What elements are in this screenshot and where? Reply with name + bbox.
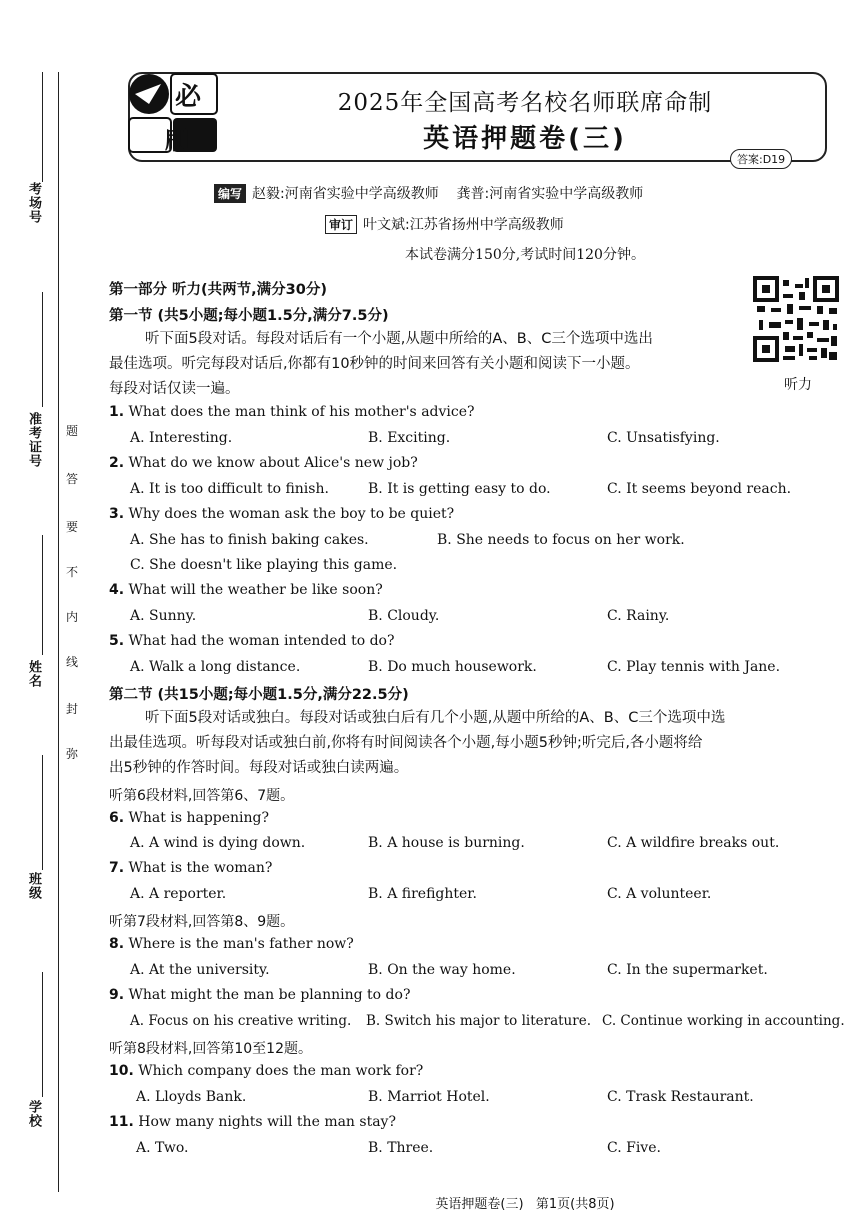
option-a[interactable]: A. A reporter. [130, 886, 227, 902]
question-number: 3. [109, 506, 125, 522]
logo-text-bottom-label: 卷刷 [131, 127, 199, 155]
field-underline [42, 72, 43, 182]
question-5 [109, 633, 394, 649]
option-a[interactable]: A. At the university. [130, 962, 270, 978]
question-text: What might the man be planning to do? [128, 987, 411, 1003]
logo-text-bottom [131, 121, 199, 156]
question-text: Where is the man's father now? [128, 936, 354, 952]
page-subtitle: 英语押题卷(三) [423, 124, 627, 154]
writers-line [214, 183, 643, 203]
field-class: 班级 [26, 872, 41, 900]
option-c[interactable]: C. Trask Restaurant. [607, 1089, 754, 1105]
option-c[interactable]: C. It seems beyond reach. [607, 481, 792, 497]
seal-char: 线 [66, 655, 79, 669]
option-c[interactable]: C. A volunteer. [607, 886, 712, 902]
option-c[interactable]: C. In the supermarket. [607, 962, 768, 978]
question-text: Which company does the man work for? [138, 1063, 424, 1079]
option-b[interactable]: B. Do much housework. [368, 659, 537, 675]
option-a[interactable]: A. Walk a long distance. [130, 659, 301, 675]
option-c[interactable]: C. Unsatisfying. [607, 430, 720, 446]
logo-text-top: 必 [175, 82, 202, 112]
question-6 [109, 810, 269, 826]
option-b[interactable]: B. Exciting. [368, 430, 451, 446]
option-a[interactable]: A. Focus on his creative writing. [130, 1013, 352, 1029]
option-a[interactable]: A. Sunny. [130, 608, 197, 624]
question-text: Why does the woman ask the boy to be quiet? [128, 506, 455, 522]
option-b[interactable]: B. Switch his major to literature. [366, 1013, 591, 1029]
option-b[interactable]: B. A firefighter. [368, 886, 477, 902]
question-number: 10. [109, 1063, 134, 1079]
option-b[interactable]: B. She needs to focus on her work. [437, 532, 685, 548]
section1-title: 第一节 (共5小题;每小题1.5分,满分7.5分) [109, 308, 389, 324]
section2-instruction-line: 听下面5段对话或独白。每段对话或独白后有几个小题,从题中所给的A、B、C三个选项中选 [145, 710, 726, 726]
writer-tag: 编写 [214, 184, 246, 203]
seal-char: 不 [66, 565, 79, 579]
question-number: 9. [109, 987, 125, 1003]
field-school: 学校 [26, 1100, 41, 1128]
option-a[interactable]: A. A wind is dying down. [130, 835, 306, 851]
field-underline [42, 535, 43, 655]
field-underline [42, 292, 43, 407]
reviewer-tag: 审订 [325, 215, 357, 234]
seal-char: 答 [66, 472, 79, 486]
option-b[interactable]: B. Three. [368, 1140, 434, 1156]
section1-instruction-line: 每段对话仅读一遍。 [109, 381, 240, 397]
seal-char: 封 [66, 702, 79, 716]
option-a[interactable]: A. Two. [136, 1140, 189, 1156]
material-6-instruction: 听第6段材料,回答第6、7题。 [109, 788, 295, 804]
question-number: 4. [109, 582, 125, 598]
option-c[interactable]: C. A wildfire breaks out. [607, 835, 780, 851]
question-number: 2. [109, 455, 125, 471]
option-a[interactable]: A. It is too difficult to finish. [130, 481, 329, 497]
answer-code-badge: 答案:D19 [730, 149, 792, 169]
option-c[interactable]: C. Play tennis with Jane. [607, 659, 781, 675]
option-a[interactable]: A. She has to finish baking cakes. [130, 532, 369, 548]
field-underline [42, 972, 43, 1097]
question-4 [109, 582, 383, 598]
question-number: 11. [109, 1114, 134, 1130]
section2-instruction-line: 出5秒钟的作答时间。每段对话或独白读两遍。 [109, 760, 409, 776]
binding-line [58, 72, 59, 1192]
question-number: 5. [109, 633, 125, 649]
field-admission-number: 准考证号 [26, 412, 41, 468]
reviewer-line [325, 214, 564, 234]
qr-caption: 听力 [784, 377, 812, 393]
seal-char: 内 [66, 610, 79, 624]
section1-instruction-line: 最佳选项。听完每段对话后,你都有10秒钟的时间来回答有关小题和阅读下一小题。 [109, 356, 640, 372]
section2-title: 第二节 (共15小题;每小题1.5分,满分22.5分) [109, 687, 409, 703]
question-11 [109, 1114, 396, 1130]
question-8 [109, 936, 354, 952]
section2-instruction-line: 出最佳选项。听每段对话或独白前,你将有时间阅读各个小题,每小题5秒钟;听完后,各小题将给 [109, 735, 703, 751]
field-name: 姓名 [26, 660, 41, 688]
question-text: What do we know about Alice's new job? [128, 455, 418, 471]
option-a[interactable]: A. Lloyds Bank. [136, 1089, 247, 1105]
question-number: 1. [109, 404, 125, 420]
reviewer-text: 叶文斌:江苏省扬州中学高级教师 [363, 217, 564, 233]
qr-code-icon[interactable] [753, 276, 839, 362]
seal-char: 题 [66, 424, 79, 438]
question-text: What is happening? [128, 810, 270, 826]
option-c[interactable]: C. Continue working in accounting. [602, 1013, 845, 1029]
question-text: What is the woman? [128, 860, 273, 876]
option-b[interactable]: B. Marriot Hotel. [368, 1089, 490, 1105]
question-10 [109, 1063, 423, 1079]
option-b[interactable]: B. On the way home. [368, 962, 516, 978]
question-2 [109, 455, 418, 471]
field-underline [42, 755, 43, 870]
section1-instruction-line: 听下面5段对话。每段对话后有一个小题,从题中所给的A、B、C三个选项中选出 [145, 331, 653, 347]
option-b[interactable]: B. A house is burning. [368, 835, 525, 851]
page-footer: 英语押题卷(三) 第1页(共8页) [435, 1197, 615, 1212]
field-exam-room: 考场号 [26, 182, 41, 224]
exam-note: 本试卷满分150分,考试时间120分钟。 [405, 247, 645, 263]
option-c[interactable]: C. Five. [607, 1140, 661, 1156]
writers-text: 赵毅:河南省实验中学高级教师 龚普:河南省实验中学高级教师 [252, 186, 644, 202]
question-number: 6. [109, 810, 125, 826]
question-number: 7. [109, 860, 125, 876]
question-3 [109, 506, 454, 522]
material-8-instruction: 听第8段材料,回答第10至12题。 [109, 1041, 312, 1057]
seal-char: 要 [66, 520, 79, 534]
option-b[interactable]: B. It is getting easy to do. [368, 481, 551, 497]
material-7-instruction: 听第7段材料,回答第8、9题。 [109, 914, 295, 930]
question-9 [109, 987, 410, 1003]
question-1 [109, 404, 475, 420]
option-c[interactable]: C. She doesn't like playing this game. [130, 557, 398, 573]
option-a[interactable]: A. Interesting. [130, 430, 233, 446]
option-b[interactable]: B. Cloudy. [368, 608, 440, 624]
question-text: How many nights will the man stay? [138, 1114, 396, 1130]
question-7 [109, 860, 272, 876]
seal-char: 弥 [66, 747, 79, 761]
question-text: What does the man think of his mother's advice? [128, 404, 475, 420]
question-text: What had the woman intended to do? [128, 633, 395, 649]
question-text: What will the weather be like soon? [128, 582, 383, 598]
part1-title: 第一部分 听力(共两节,满分30分) [109, 282, 327, 298]
question-number: 8. [109, 936, 125, 952]
page-title: 2025年全国高考名校名师联席命制 [337, 90, 713, 116]
option-c[interactable]: C. Rainy. [607, 608, 670, 624]
